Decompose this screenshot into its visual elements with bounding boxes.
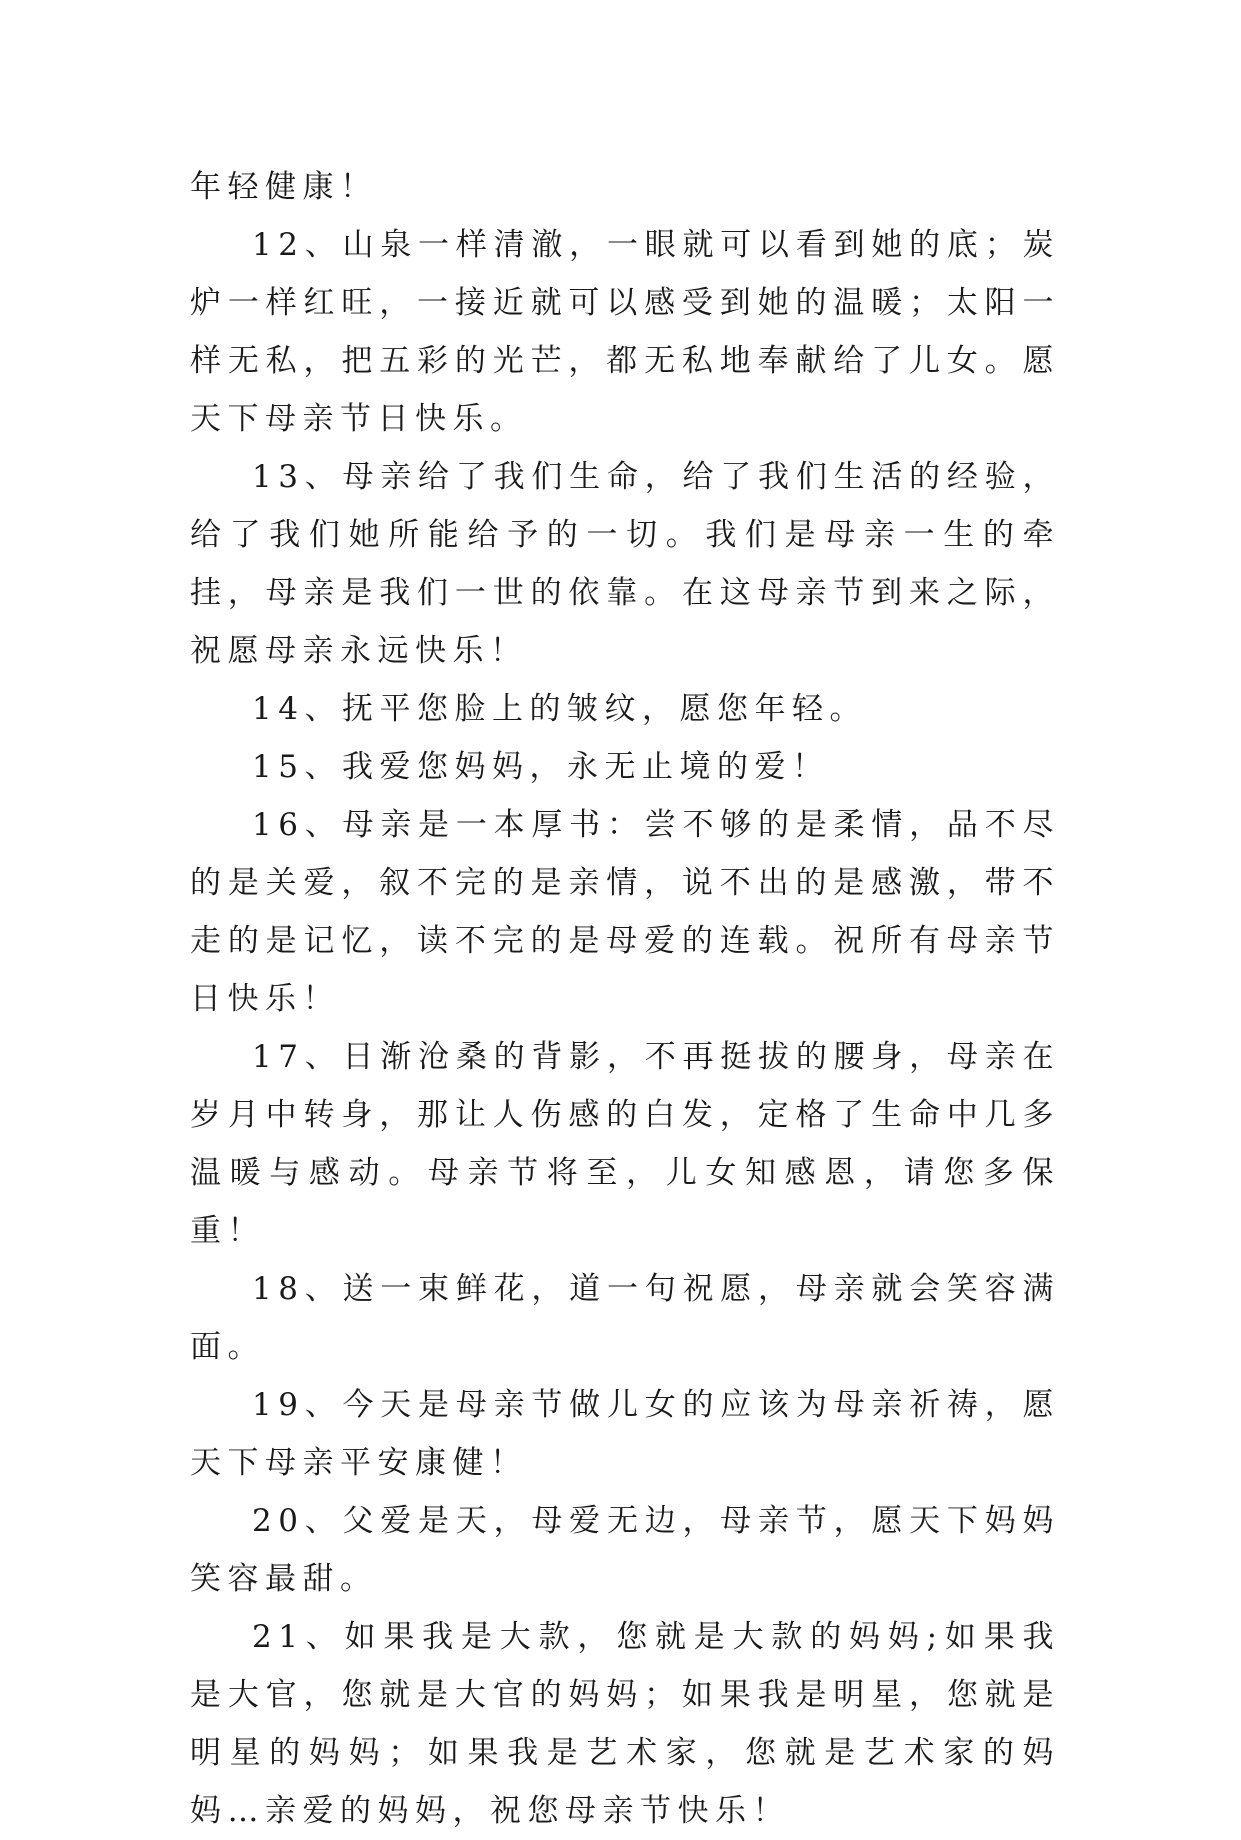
paragraph-18: 18、送一束鲜花，道一句祝愿，母亲就会笑容满面。 <box>190 1271 1060 1365</box>
paragraph-14: 14、抚平您脸上的皱纹，愿您年轻。 <box>252 691 867 727</box>
paragraph-19: 19、今天是母亲节做儿女的应该为母亲祈祷，愿天下母亲平安康健！ <box>190 1387 1060 1481</box>
paragraph-12: 12、山泉一样清澈，一眼就可以看到她的底；炭炉一样红旺，一接近就可以感受到她的温暖；太阳一样无私，把五彩的光芒，都无私地奉献给了儿女。愿天下母亲节日快乐。 <box>190 227 1060 437</box>
paragraph-continued: 年轻健康！ <box>190 169 378 205</box>
document-page <box>190 158 1060 1840</box>
paragraph-13: 13、母亲给了我们生命，给了我们生活的经验，给了我们她所能给予的一切。我们是母亲一生的牵挂，母亲是我们一世的依靠。在这母亲节到来之际，祝愿母亲永远快乐！ <box>190 459 1060 669</box>
paragraph-20: 20、父爱是天，母爱无边，母亲节，愿天下妈妈笑容最甜。 <box>190 1503 1060 1597</box>
paragraph-21: 21、如果我是大款，您就是大款的妈妈;如果我是大官，您就是大官的妈妈；如果我是明星，您就是明星的妈妈；如果我是艺术家，您就是艺术家的妈妈…亲爱的妈妈，祝您母亲节快乐！ <box>190 1619 1060 1829</box>
paragraph-15: 15、我爱您妈妈，永无止境的爱！ <box>252 749 830 785</box>
paragraph-17: 17、日渐沧桑的背影，不再挺拔的腰身，母亲在岁月中转身，那让人伤感的白发，定格了生命中几多温暖与感动。母亲节将至，儿女知感恩，请您多保重！ <box>190 1039 1060 1249</box>
paragraph-16: 16、母亲是一本厚书：尝不够的是柔情，品不尽的是关爱，叙不完的是亲情，说不出的是感激，带不走的是记忆，读不完的是母爱的连载。祝所有母亲节日快乐！ <box>190 807 1060 1017</box>
